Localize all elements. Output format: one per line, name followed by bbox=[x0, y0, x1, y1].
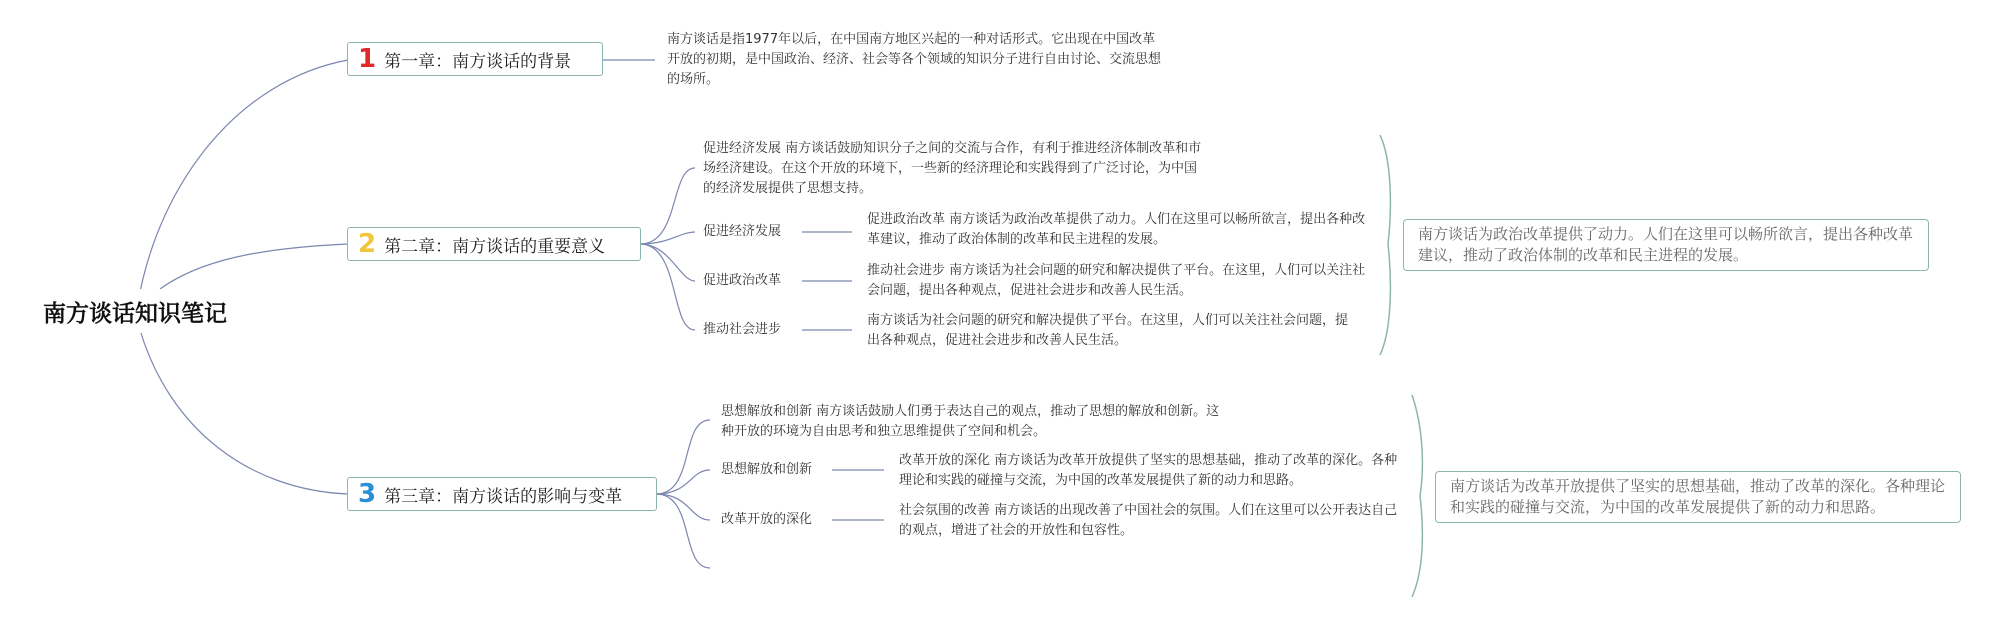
chapter-2-item-2-detail: 推动社会进步 南方谈话为社会问题的研究和解决提供了平台。在这里，人们可以关注社会问题，提出各种观点，促进社会进步和改善人民生活。 bbox=[867, 263, 1366, 298]
chapter-2-item-1-detail: 促进政治改革 南方谈话为政治改革提供了动力。人们在这里可以畅所欲言，提出各种改革建议，推动了政治体制的改革和民主进程的发展。 bbox=[867, 212, 1366, 247]
chapter-3-item-1-label[interactable]: 思想解放和创新 bbox=[721, 462, 813, 477]
chapter-3-item-1-detail: 改革开放的深化 南方谈话为改革开放提供了坚实的思想基础，推动了改革的深化。各种理论和实践的碰撞与交流，为中国的改革发展提供了新的动力和思路。 bbox=[899, 453, 1398, 488]
chapter-2-item-1-label[interactable]: 促进经济发展 bbox=[703, 224, 782, 239]
chapter-3-label: 第三章：南方谈话的影响与变革 bbox=[384, 486, 623, 507]
chapter-3-summary[interactable]: 南方谈话为改革开放提供了坚实的思想基础，推动了改革的深化。各种理论和实践的碰撞与交流，为中国的改革发展提供了新的动力和思路。 bbox=[1435, 471, 1961, 523]
root-title: 南方谈话知识笔记 bbox=[43, 300, 227, 327]
chapter-3-item-2-label[interactable]: 改革开放的深化 bbox=[721, 512, 813, 527]
chapter-1-node[interactable] bbox=[347, 42, 603, 76]
chapter-2-item-3-label[interactable]: 推动社会进步 bbox=[703, 322, 782, 337]
chapter-1-number: 1 bbox=[358, 44, 377, 74]
root-topic[interactable] bbox=[26, 289, 244, 333]
chapter-2-node[interactable] bbox=[347, 227, 641, 261]
chapter-2-summary[interactable]: 南方谈话为政治改革提供了动力。人们在这里可以畅所欲言，提出各种改革建议，推动了政治体制的改革和民主进程的发展。 bbox=[1403, 219, 1929, 271]
chapter-2-label: 第二章：南方谈话的重要意义 bbox=[384, 236, 606, 257]
chapter-2-intro: 促进经济发展 南方谈话鼓励知识分子之间的交流与合作，有利于推进经济体制改革和市场经济建设。在这个开放的环境下，一些新的经济理论和实践得到了广泛讨论，为中国的经济发展提供了思想支持。 bbox=[703, 141, 1202, 196]
chapter-1-label: 第一章：南方谈话的背景 bbox=[384, 51, 572, 72]
chapter-3-item-2-detail: 社会氛围的改善 南方谈话的出现改善了中国社会的氛围。人们在这里可以公开表达自己的观点，增进了社会的开放性和包容性。 bbox=[899, 503, 1398, 538]
chapter-3-intro: 思想解放和创新 南方谈话鼓励人们勇于表达自己的观点，推动了思想的解放和创新。这种开放的环境为自由思考和独立思维提供了空间和机会。 bbox=[721, 404, 1220, 439]
chapter-3-node[interactable] bbox=[347, 477, 657, 511]
chapter-2-number: 2 bbox=[358, 229, 377, 259]
chapter-2-item-2-label[interactable]: 促进政治改革 bbox=[703, 273, 782, 288]
chapter-1-description: 南方谈话是指1977年以后，在中国南方地区兴起的一种对话形式。它出现在中国改革开放的初期，是中国政治、经济、社会等各个领域的知识分子进行自由讨论、交流思想的场所。 bbox=[667, 32, 1162, 87]
chapter-3-number: 3 bbox=[358, 479, 377, 509]
chapter-2-item-3-detail: 南方谈话为社会问题的研究和解决提供了平台。在这里，人们可以关注社会问题，提出各种观点，促进社会进步和改善人民生活。 bbox=[867, 313, 1349, 348]
